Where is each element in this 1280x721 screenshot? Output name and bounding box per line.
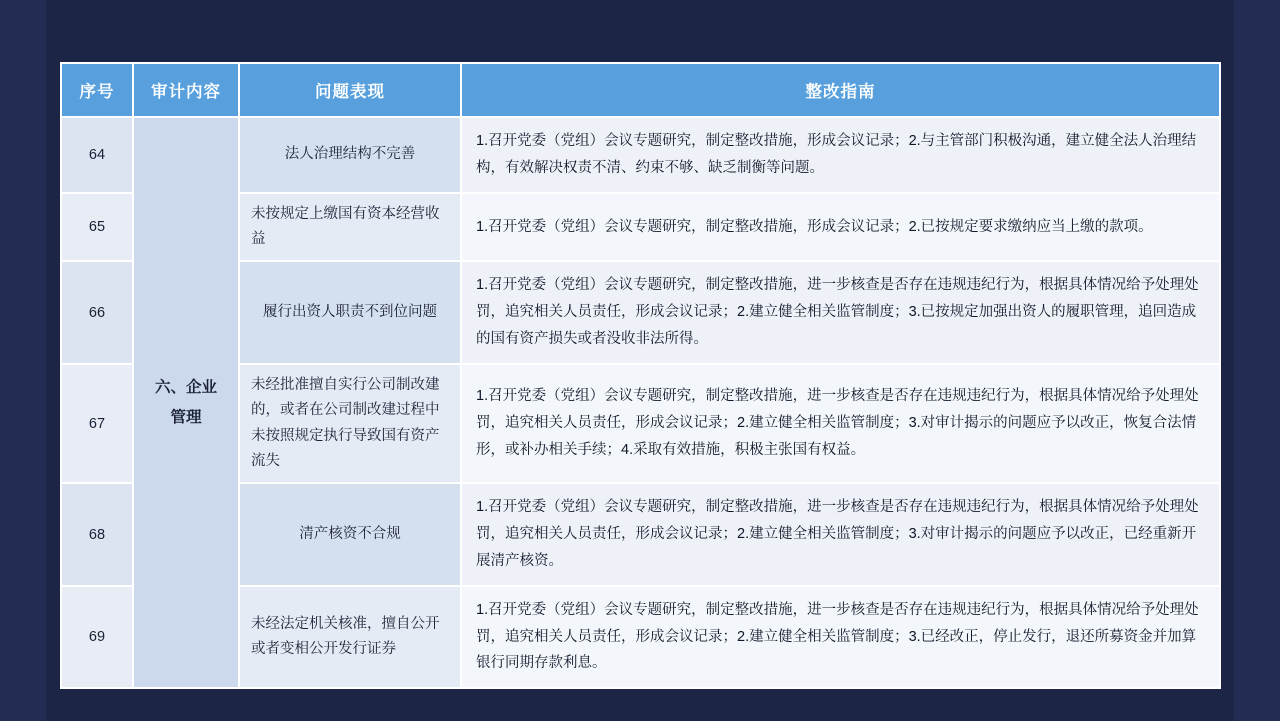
audit-rectification-table: [60, 62, 1221, 689]
cell-issue: 清产核资不合规: [239, 483, 461, 585]
column-header-guide: 整改指南: [461, 63, 1220, 117]
cell-no: 67: [61, 364, 133, 484]
cell-no: 66: [61, 261, 133, 363]
column-header-issue: 问题表现: [239, 63, 461, 117]
cell-no: 69: [61, 586, 133, 688]
group-label-line-2: 管理: [170, 408, 202, 426]
cell-issue: 未经批准擅自实行公司制改建的，或者在公司制改建过程中未按照规定执行导致国有资产流失: [239, 364, 461, 484]
table-body: [61, 117, 1220, 688]
cell-guide: 1.召开党委（党组）会议专题研究，制定整改措施，进一步核查是否存在违规违纪行为，根据具体情况给予处理处罚，追究相关人员责任，形成会议记录；2.建立健全相关监管制度；3.对审计揭示的问题应予以改正，已经重新开展清产核资。: [461, 483, 1220, 585]
cell-guide: 1.召开党委（党组）会议专题研究，制定整改措施，进一步核查是否存在违规违纪行为，根据具体情况给予处理处罚，追究相关人员责任，形成会议记录；2.建立健全相关监管制度；3.已经改正，停止发行，退还所募资金并加算银行同期存款利息。: [461, 586, 1220, 688]
cell-issue: 法人治理结构不完善: [239, 117, 461, 193]
cell-issue: 未按规定上缴国有资本经营收益: [239, 193, 461, 262]
cell-no: 65: [61, 193, 133, 262]
cell-no: 64: [61, 117, 133, 193]
table-header-row: [61, 63, 1220, 117]
table-row: [61, 117, 1220, 193]
column-header-audit-content: 审计内容: [133, 63, 239, 117]
column-header-no: 序号: [61, 63, 133, 117]
cell-guide: 1.召开党委（党组）会议专题研究，制定整改措施，进一步核查是否存在违规违纪行为，根据具体情况给予处理处罚，追究相关人员责任，形成会议记录；2.建立健全相关监管制度；3.已按规定加强出资人的履职管理，追回造成的国有资产损失或者没收非法所得。: [461, 261, 1220, 363]
cell-guide: 1.召开党委（党组）会议专题研究，制定整改措施，进一步核查是否存在违规违纪行为，根据具体情况给予处理处罚，追究相关人员责任，形成会议记录；2.建立健全相关监管制度；3.对审计揭示的问题应予以改正，恢复合法情形，或补办相关手续；4.采取有效措施，积极主张国有权益。: [461, 364, 1220, 484]
cell-guide: 1.召开党委（党组）会议专题研究，制定整改措施，形成会议记录；2.已按规定要求缴纳应当上缴的款项。: [461, 193, 1220, 262]
cell-issue: 未经法定机关核准，擅自公开或者变相公开发行证券: [239, 586, 461, 688]
group-label-line-1: 六、企业: [154, 379, 217, 397]
audit-table-wrapper: [60, 62, 1219, 689]
cell-guide: 1.召开党委（党组）会议专题研究，制定整改措施，形成会议记录；2.与主管部门积极沟通，建立健全法人治理结构，有效解决权责不清、约束不够、缺乏制衡等问题。: [461, 117, 1220, 193]
table-header: [61, 63, 1220, 117]
cell-issue: 履行出资人职责不到位问题: [239, 261, 461, 363]
cell-audit-content-group: [133, 117, 239, 688]
cell-no: 68: [61, 483, 133, 585]
